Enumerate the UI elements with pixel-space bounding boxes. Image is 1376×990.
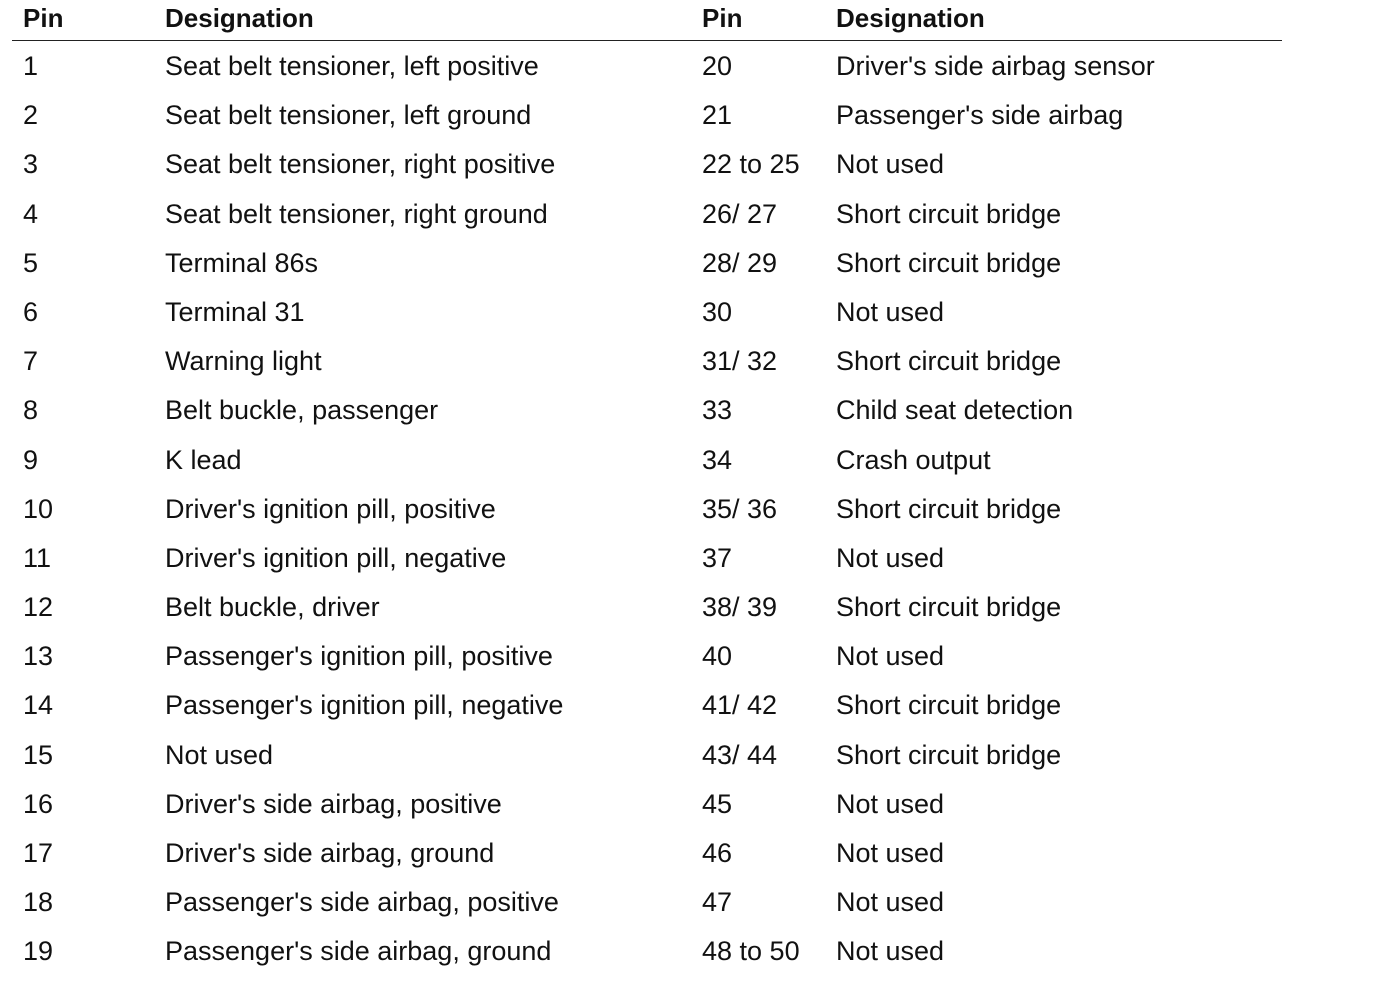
table-row: [12, 582, 1282, 631]
table-row: [12, 139, 1282, 188]
pin-right-cell: 46: [702, 838, 733, 868]
pin-left-cell: 16: [23, 788, 54, 819]
header-pin-right: Pin: [702, 3, 743, 33]
pin-left-cell: 14: [23, 690, 54, 721]
table-row: [12, 779, 1282, 828]
designation-right-cell: Not used: [836, 149, 945, 180]
designation-right-cell: Not used: [836, 788, 945, 819]
designation-left-cell: Warning light: [165, 346, 322, 377]
pin-right-cell: 38/ 39: [702, 592, 778, 623]
pin-right-cell: 28/ 29: [702, 247, 778, 278]
table-row: [12, 287, 1282, 336]
pin-right-cell: 45: [702, 788, 733, 819]
designation-left-cell: Not used: [165, 739, 274, 770]
pin-right-cell: 34: [702, 444, 733, 475]
designation-right-cell: Short circuit bridge: [836, 247, 1062, 278]
pin-right-cell: 41/ 42: [702, 690, 778, 721]
pin-left-cell: 19: [23, 936, 54, 967]
table-row: [12, 435, 1282, 484]
designation-right-cell: Short circuit bridge: [836, 493, 1062, 524]
pin-left-cell: 11: [23, 542, 52, 573]
designation-left-cell: Passenger's side airbag, ground: [165, 936, 552, 967]
pin-right-cell: 47: [702, 887, 733, 918]
table-header: [12, 0, 1282, 41]
pin-left-cell: 3: [23, 149, 39, 180]
designation-left-cell: Passenger's ignition pill, positive: [165, 641, 553, 672]
pin-left-cell: 7: [23, 346, 39, 377]
designation-left-cell: Seat belt tensioner, right ground: [165, 198, 548, 229]
table-row: [12, 877, 1282, 926]
designation-left-cell: K lead: [165, 444, 242, 475]
table-row: [12, 189, 1282, 238]
pin-assignment-table: [12, 0, 1282, 976]
designation-left-cell: Belt buckle, passenger: [165, 395, 439, 426]
designation-left-cell: Belt buckle, driver: [165, 592, 380, 623]
designation-left-cell: Passenger's side airbag, positive: [165, 887, 559, 918]
designation-right-cell: Not used: [836, 296, 945, 327]
pin-right-cell: 30: [702, 296, 733, 327]
designation-left-cell: Terminal 31: [165, 296, 305, 327]
designation-right-cell: Short circuit bridge: [836, 198, 1062, 229]
pin-left-cell: 5: [23, 247, 39, 278]
pin-right-cell: 21: [702, 100, 733, 131]
header-designation-left: Designation: [165, 3, 314, 33]
designation-right-cell: Short circuit bridge: [836, 346, 1062, 377]
pin-right-cell: 22 to 25: [702, 149, 800, 180]
designation-right-cell: Not used: [836, 838, 945, 868]
table-row: [12, 828, 1282, 877]
pin-left-cell: 10: [23, 493, 54, 524]
designation-right-cell: Passenger's side airbag: [836, 100, 1124, 131]
table-row: [12, 90, 1282, 139]
pin-left-cell: 12: [23, 592, 54, 623]
pin-right-cell: 37: [702, 542, 733, 573]
designation-right-cell: Crash output: [836, 444, 991, 475]
designation-right-cell: Short circuit bridge: [836, 690, 1062, 721]
designation-left-cell: Passenger's ignition pill, negative: [165, 690, 564, 721]
designation-right-cell: Not used: [836, 936, 945, 967]
designation-left-cell: Seat belt tensioner, left positive: [165, 51, 539, 81]
pin-left-cell: 15: [23, 739, 54, 770]
pin-right-cell: 31/ 32: [702, 346, 778, 377]
pin-right-cell: 40: [702, 641, 733, 672]
designation-right-cell: Child seat detection: [836, 395, 1074, 426]
table-row: [12, 385, 1282, 434]
table-row: [12, 680, 1282, 729]
pin-left-cell: 8: [23, 395, 39, 426]
pin-left-cell: 17: [23, 838, 54, 868]
table-row: [12, 41, 1282, 90]
table-row: [12, 631, 1282, 680]
pin-right-cell: 48 to 50: [702, 936, 800, 967]
pin-right-cell: 43/ 44: [702, 739, 778, 770]
pin-left-cell: 6: [23, 296, 39, 327]
designation-right-cell: Not used: [836, 542, 945, 573]
pin-left-cell: 2: [23, 100, 39, 131]
header-designation-right: Designation: [836, 3, 985, 33]
designation-right-cell: Short circuit bridge: [836, 739, 1062, 770]
designation-left-cell: Driver's ignition pill, negative: [165, 542, 507, 573]
designation-right-cell: Driver's side airbag sensor: [836, 51, 1155, 81]
table-row: [12, 533, 1282, 582]
designation-left-cell: Seat belt tensioner, left ground: [165, 100, 532, 131]
pin-right-cell: 35/ 36: [702, 493, 778, 524]
header-pin-left: Pin: [23, 3, 64, 33]
table-row: [12, 336, 1282, 385]
table-row: [12, 238, 1282, 287]
designation-left-cell: Driver's ignition pill, positive: [165, 493, 496, 524]
pin-left-cell: 13: [23, 641, 54, 672]
table-body: [12, 41, 1282, 976]
pin-right-cell: 26/ 27: [702, 198, 778, 229]
designation-right-cell: Not used: [836, 641, 945, 672]
table-row: [12, 926, 1282, 975]
pin-right-cell: 20: [702, 51, 733, 81]
pin-left-cell: 4: [23, 198, 39, 229]
designation-left-cell: Driver's side airbag, ground: [165, 838, 495, 868]
designation-left-cell: Terminal 86s: [165, 247, 319, 278]
pin-left-cell: 1: [23, 51, 39, 81]
table-row: [12, 484, 1282, 533]
table-row: [12, 730, 1282, 779]
pin-right-cell: 33: [702, 395, 733, 426]
designation-right-cell: Short circuit bridge: [836, 592, 1062, 623]
pin-left-cell: 18: [23, 887, 54, 918]
designation-left-cell: Driver's side airbag, positive: [165, 788, 502, 819]
designation-right-cell: Not used: [836, 887, 945, 918]
pin-left-cell: 9: [23, 444, 39, 475]
designation-left-cell: Seat belt tensioner, right positive: [165, 149, 556, 180]
